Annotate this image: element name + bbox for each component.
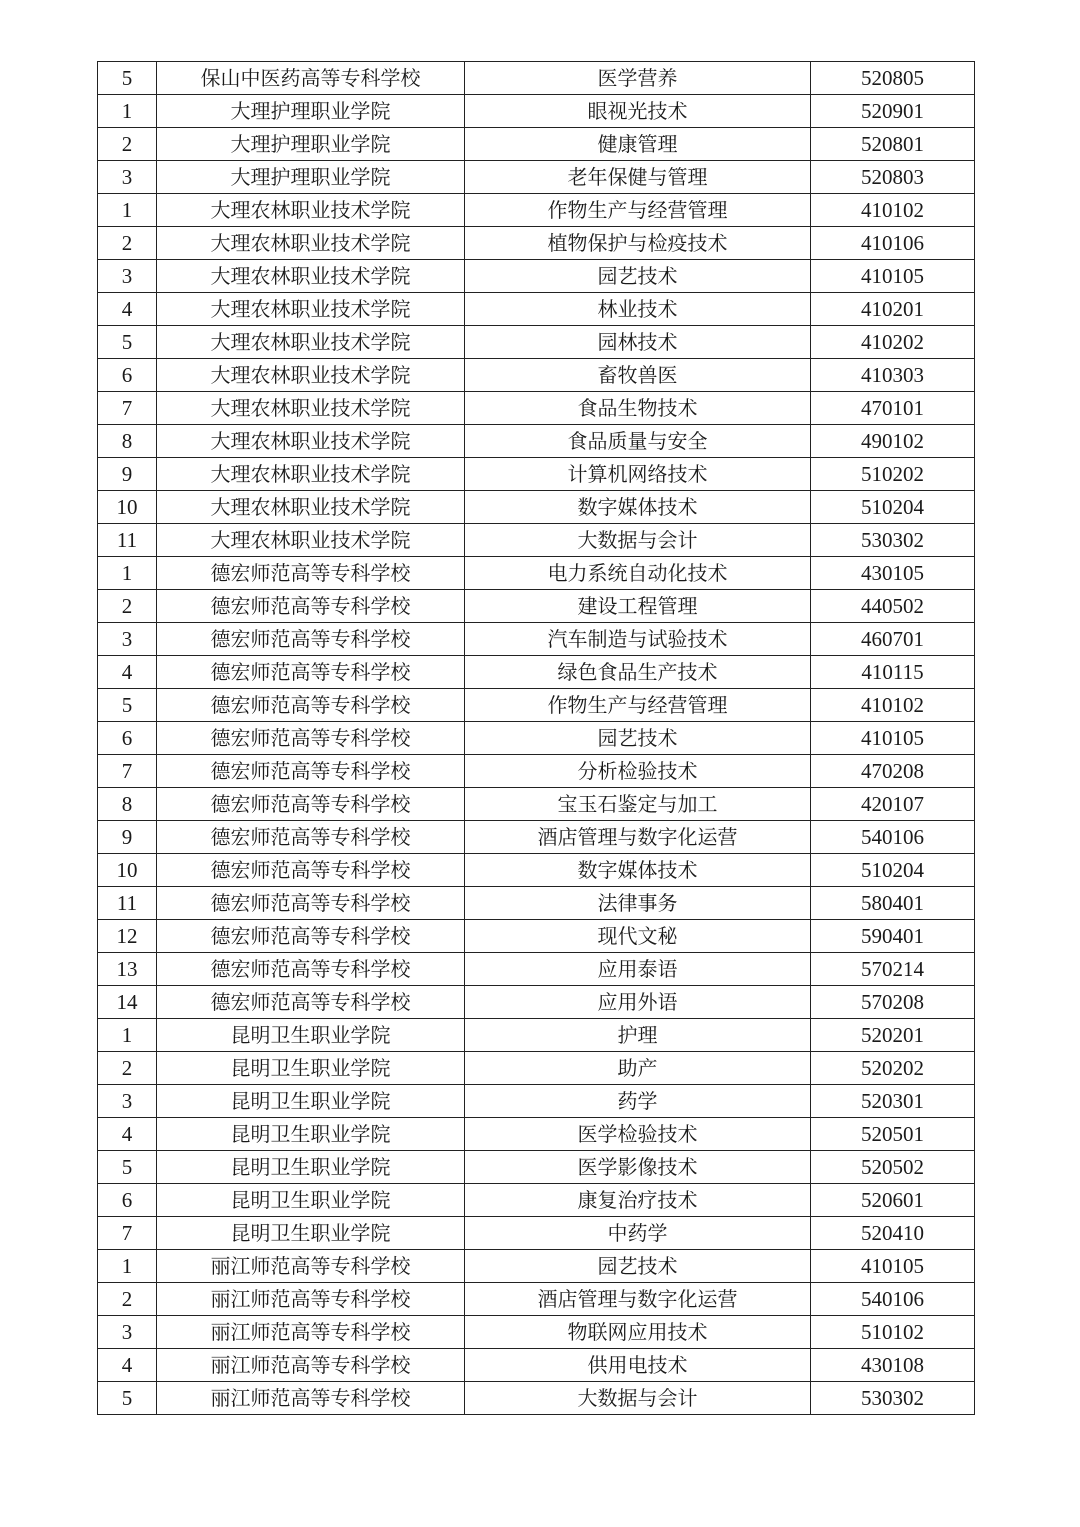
row-number-cell: 10 — [98, 854, 157, 887]
table-row — [98, 590, 975, 623]
major-name-cell: 物联网应用技术 — [465, 1316, 811, 1349]
school-name-cell: 大理护理职业学院 — [157, 161, 465, 194]
major-name-cell: 酒店管理与数字化运营 — [465, 821, 811, 854]
major-code-cell: 510204 — [811, 491, 975, 524]
major-name-cell: 作物生产与经营管理 — [465, 194, 811, 227]
major-name-cell: 医学影像技术 — [465, 1151, 811, 1184]
school-name-cell: 丽江师范高等专科学校 — [157, 1382, 465, 1415]
row-number-cell: 3 — [98, 1316, 157, 1349]
major-code-cell: 570208 — [811, 986, 975, 1019]
row-number-cell: 6 — [98, 1184, 157, 1217]
table-row — [98, 722, 975, 755]
row-number-cell: 1 — [98, 194, 157, 227]
table-row — [98, 293, 975, 326]
major-code-cell: 470208 — [811, 755, 975, 788]
school-name-cell: 大理农林职业技术学院 — [157, 524, 465, 557]
school-name-cell: 大理农林职业技术学院 — [157, 293, 465, 326]
major-code-cell: 520410 — [811, 1217, 975, 1250]
majors-table — [97, 61, 975, 1415]
school-name-cell: 大理农林职业技术学院 — [157, 458, 465, 491]
major-code-cell: 530302 — [811, 1382, 975, 1415]
table-row — [98, 1151, 975, 1184]
row-number-cell: 4 — [98, 1118, 157, 1151]
row-number-cell: 5 — [98, 689, 157, 722]
major-name-cell: 汽车制造与试验技术 — [465, 623, 811, 656]
school-name-cell: 丽江师范高等专科学校 — [157, 1283, 465, 1316]
school-name-cell: 大理农林职业技术学院 — [157, 359, 465, 392]
row-number-cell: 11 — [98, 887, 157, 920]
major-name-cell: 电力系统自动化技术 — [465, 557, 811, 590]
major-name-cell: 健康管理 — [465, 128, 811, 161]
row-number-cell: 2 — [98, 1052, 157, 1085]
table-row — [98, 755, 975, 788]
major-code-cell: 410102 — [811, 194, 975, 227]
major-name-cell: 数字媒体技术 — [465, 854, 811, 887]
major-code-cell: 490102 — [811, 425, 975, 458]
table-row — [98, 1349, 975, 1382]
school-name-cell: 大理护理职业学院 — [157, 95, 465, 128]
school-name-cell: 丽江师范高等专科学校 — [157, 1250, 465, 1283]
school-name-cell: 德宏师范高等专科学校 — [157, 854, 465, 887]
school-name-cell: 大理农林职业技术学院 — [157, 491, 465, 524]
major-code-cell: 520501 — [811, 1118, 975, 1151]
row-number-cell: 6 — [98, 722, 157, 755]
school-name-cell: 丽江师范高等专科学校 — [157, 1316, 465, 1349]
major-name-cell: 护理 — [465, 1019, 811, 1052]
major-name-cell: 食品生物技术 — [465, 392, 811, 425]
table-row — [98, 359, 975, 392]
major-code-cell: 460701 — [811, 623, 975, 656]
school-name-cell: 大理农林职业技术学院 — [157, 194, 465, 227]
row-number-cell: 2 — [98, 128, 157, 161]
row-number-cell: 1 — [98, 557, 157, 590]
row-number-cell: 13 — [98, 953, 157, 986]
row-number-cell: 2 — [98, 227, 157, 260]
major-name-cell: 园林技术 — [465, 326, 811, 359]
major-name-cell: 大数据与会计 — [465, 524, 811, 557]
major-code-cell: 410202 — [811, 326, 975, 359]
school-name-cell: 昆明卫生职业学院 — [157, 1019, 465, 1052]
majors-table-body — [98, 62, 975, 1415]
table-row — [98, 1382, 975, 1415]
major-code-cell: 510102 — [811, 1316, 975, 1349]
major-name-cell: 酒店管理与数字化运营 — [465, 1283, 811, 1316]
row-number-cell: 4 — [98, 1349, 157, 1382]
table-row — [98, 260, 975, 293]
major-name-cell: 应用外语 — [465, 986, 811, 1019]
row-number-cell: 5 — [98, 62, 157, 95]
major-code-cell: 410115 — [811, 656, 975, 689]
row-number-cell: 7 — [98, 1217, 157, 1250]
major-name-cell: 植物保护与检疫技术 — [465, 227, 811, 260]
major-code-cell: 580401 — [811, 887, 975, 920]
row-number-cell: 2 — [98, 590, 157, 623]
table-row — [98, 62, 975, 95]
major-code-cell: 470101 — [811, 392, 975, 425]
major-name-cell: 医学营养 — [465, 62, 811, 95]
major-code-cell: 590401 — [811, 920, 975, 953]
school-name-cell: 大理农林职业技术学院 — [157, 425, 465, 458]
row-number-cell: 5 — [98, 326, 157, 359]
table-row — [98, 1217, 975, 1250]
table-row — [98, 458, 975, 491]
major-name-cell: 法律事务 — [465, 887, 811, 920]
school-name-cell: 德宏师范高等专科学校 — [157, 821, 465, 854]
major-code-cell: 410102 — [811, 689, 975, 722]
table-row — [98, 689, 975, 722]
school-name-cell: 大理农林职业技术学院 — [157, 260, 465, 293]
row-number-cell: 1 — [98, 1019, 157, 1052]
table-row — [98, 920, 975, 953]
row-number-cell: 3 — [98, 260, 157, 293]
school-name-cell: 德宏师范高等专科学校 — [157, 920, 465, 953]
table-row — [98, 953, 975, 986]
row-number-cell: 8 — [98, 425, 157, 458]
school-name-cell: 昆明卫生职业学院 — [157, 1052, 465, 1085]
major-name-cell: 老年保健与管理 — [465, 161, 811, 194]
major-name-cell: 应用泰语 — [465, 953, 811, 986]
school-name-cell: 昆明卫生职业学院 — [157, 1184, 465, 1217]
table-row — [98, 1019, 975, 1052]
major-code-cell: 520202 — [811, 1052, 975, 1085]
table-row — [98, 656, 975, 689]
major-name-cell: 现代文秘 — [465, 920, 811, 953]
major-name-cell: 园艺技术 — [465, 1250, 811, 1283]
major-code-cell: 570214 — [811, 953, 975, 986]
row-number-cell: 4 — [98, 656, 157, 689]
major-name-cell: 建设工程管理 — [465, 590, 811, 623]
row-number-cell: 3 — [98, 1085, 157, 1118]
major-name-cell: 医学检验技术 — [465, 1118, 811, 1151]
school-name-cell: 昆明卫生职业学院 — [157, 1151, 465, 1184]
major-name-cell: 药学 — [465, 1085, 811, 1118]
major-code-cell: 520901 — [811, 95, 975, 128]
school-name-cell: 德宏师范高等专科学校 — [157, 689, 465, 722]
school-name-cell: 保山中医药高等专科学校 — [157, 62, 465, 95]
table-row — [98, 95, 975, 128]
table-row — [98, 821, 975, 854]
major-name-cell: 中药学 — [465, 1217, 811, 1250]
major-name-cell: 供用电技术 — [465, 1349, 811, 1382]
major-name-cell: 林业技术 — [465, 293, 811, 326]
table-row — [98, 1085, 975, 1118]
school-name-cell: 德宏师范高等专科学校 — [157, 722, 465, 755]
row-number-cell: 3 — [98, 161, 157, 194]
table-row — [98, 788, 975, 821]
school-name-cell: 德宏师范高等专科学校 — [157, 953, 465, 986]
major-code-cell: 410105 — [811, 1250, 975, 1283]
school-name-cell: 德宏师范高等专科学校 — [157, 986, 465, 1019]
school-name-cell: 丽江师范高等专科学校 — [157, 1349, 465, 1382]
major-name-cell: 大数据与会计 — [465, 1382, 811, 1415]
table-row — [98, 425, 975, 458]
major-code-cell: 430108 — [811, 1349, 975, 1382]
school-name-cell: 大理农林职业技术学院 — [157, 326, 465, 359]
table-row — [98, 1118, 975, 1151]
row-number-cell: 5 — [98, 1382, 157, 1415]
major-code-cell: 530302 — [811, 524, 975, 557]
table-row — [98, 524, 975, 557]
row-number-cell: 9 — [98, 458, 157, 491]
school-name-cell: 德宏师范高等专科学校 — [157, 557, 465, 590]
table-row — [98, 986, 975, 1019]
major-name-cell: 康复治疗技术 — [465, 1184, 811, 1217]
major-code-cell: 520301 — [811, 1085, 975, 1118]
school-name-cell: 昆明卫生职业学院 — [157, 1118, 465, 1151]
table-row — [98, 854, 975, 887]
school-name-cell: 大理农林职业技术学院 — [157, 227, 465, 260]
school-name-cell: 德宏师范高等专科学校 — [157, 788, 465, 821]
school-name-cell: 大理护理职业学院 — [157, 128, 465, 161]
school-name-cell: 昆明卫生职业学院 — [157, 1085, 465, 1118]
row-number-cell: 6 — [98, 359, 157, 392]
major-code-cell: 520805 — [811, 62, 975, 95]
table-row — [98, 557, 975, 590]
major-code-cell: 410106 — [811, 227, 975, 260]
school-name-cell: 德宏师范高等专科学校 — [157, 755, 465, 788]
major-name-cell: 作物生产与经营管理 — [465, 689, 811, 722]
table-row — [98, 1283, 975, 1316]
major-name-cell: 绿色食品生产技术 — [465, 656, 811, 689]
school-name-cell: 昆明卫生职业学院 — [157, 1217, 465, 1250]
table-row — [98, 326, 975, 359]
major-code-cell: 520803 — [811, 161, 975, 194]
major-code-cell: 430105 — [811, 557, 975, 590]
table-row — [98, 491, 975, 524]
major-code-cell: 520801 — [811, 128, 975, 161]
row-number-cell: 2 — [98, 1283, 157, 1316]
table-row — [98, 623, 975, 656]
school-name-cell: 德宏师范高等专科学校 — [157, 590, 465, 623]
school-name-cell: 德宏师范高等专科学校 — [157, 887, 465, 920]
major-name-cell: 园艺技术 — [465, 260, 811, 293]
table-row — [98, 1052, 975, 1085]
major-code-cell: 410105 — [811, 722, 975, 755]
table-row — [98, 161, 975, 194]
major-code-cell: 420107 — [811, 788, 975, 821]
major-name-cell: 数字媒体技术 — [465, 491, 811, 524]
major-code-cell: 520601 — [811, 1184, 975, 1217]
table-row — [98, 1250, 975, 1283]
major-code-cell: 440502 — [811, 590, 975, 623]
row-number-cell: 14 — [98, 986, 157, 1019]
major-code-cell: 510204 — [811, 854, 975, 887]
row-number-cell: 10 — [98, 491, 157, 524]
row-number-cell: 1 — [98, 95, 157, 128]
major-code-cell: 510202 — [811, 458, 975, 491]
row-number-cell: 8 — [98, 788, 157, 821]
table-row — [98, 227, 975, 260]
major-name-cell: 宝玉石鉴定与加工 — [465, 788, 811, 821]
row-number-cell: 3 — [98, 623, 157, 656]
row-number-cell: 7 — [98, 755, 157, 788]
table-row — [98, 392, 975, 425]
row-number-cell: 11 — [98, 524, 157, 557]
row-number-cell: 1 — [98, 1250, 157, 1283]
major-code-cell: 410303 — [811, 359, 975, 392]
major-code-cell: 540106 — [811, 1283, 975, 1316]
table-row — [98, 887, 975, 920]
major-name-cell: 畜牧兽医 — [465, 359, 811, 392]
major-name-cell: 园艺技术 — [465, 722, 811, 755]
major-name-cell: 计算机网络技术 — [465, 458, 811, 491]
table-row — [98, 128, 975, 161]
major-name-cell: 眼视光技术 — [465, 95, 811, 128]
school-name-cell: 德宏师范高等专科学校 — [157, 656, 465, 689]
table-row — [98, 1184, 975, 1217]
major-name-cell: 食品质量与安全 — [465, 425, 811, 458]
table-row — [98, 1316, 975, 1349]
row-number-cell: 7 — [98, 392, 157, 425]
major-name-cell: 助产 — [465, 1052, 811, 1085]
major-code-cell: 410201 — [811, 293, 975, 326]
major-code-cell: 540106 — [811, 821, 975, 854]
major-code-cell: 410105 — [811, 260, 975, 293]
table-row — [98, 194, 975, 227]
row-number-cell: 9 — [98, 821, 157, 854]
major-code-cell: 520502 — [811, 1151, 975, 1184]
school-name-cell: 大理农林职业技术学院 — [157, 392, 465, 425]
row-number-cell: 4 — [98, 293, 157, 326]
row-number-cell: 5 — [98, 1151, 157, 1184]
major-code-cell: 520201 — [811, 1019, 975, 1052]
row-number-cell: 12 — [98, 920, 157, 953]
school-name-cell: 德宏师范高等专科学校 — [157, 623, 465, 656]
major-name-cell: 分析检验技术 — [465, 755, 811, 788]
